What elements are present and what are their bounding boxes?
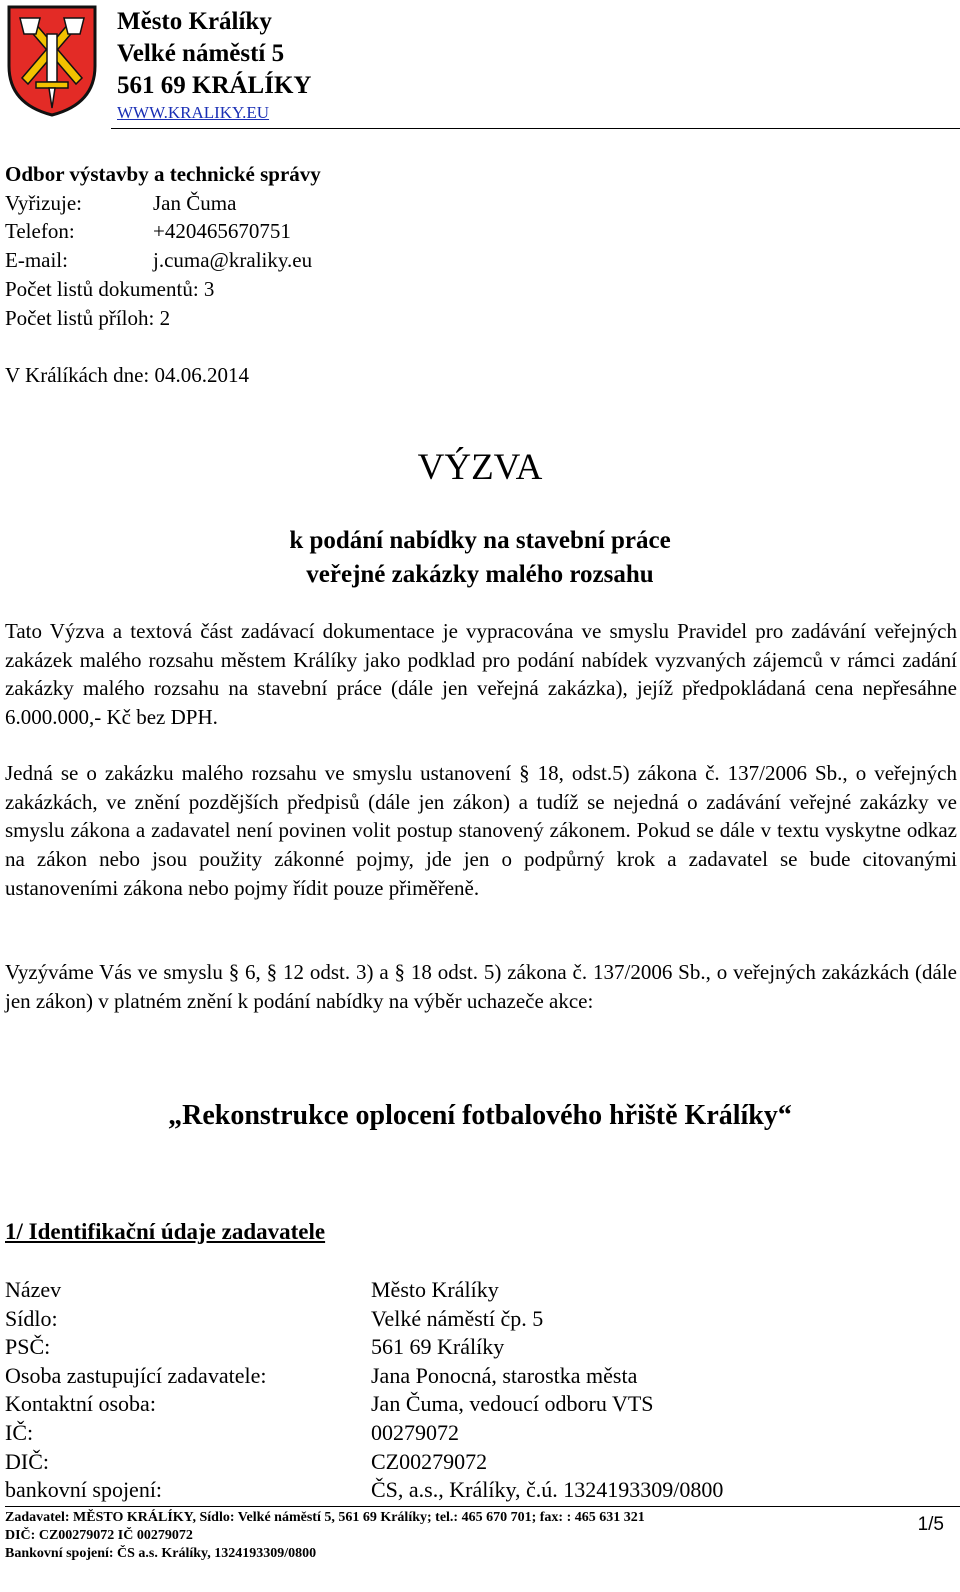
intro-paragraph: Tato Výzva a textová část zadávací dokumentace je vypracována ve smyslu Pravidel pro zadávání veřejných zakázek malého rozsahu městem Králíky jako podklad pro podání nabídek vyzvaných zájemců v rámci zadání zakázky malého rozsahu na stavební práce (dále jen veřejná zakázka), jejíž předpokládaná cena nepřesáhne 6.000.000,- Kč bez DPH. xyxy=(5,619,957,730)
footer-tax-ids: DIČ: CZ00279072 IČ 00279072 xyxy=(5,1528,193,1543)
invitation-paragraph: Vyzýváme Vás ve smyslu § 6, § 12 odst. 3) a § 18 odst. 5) zákona č. 137/2006 Sb., o veřejných zakázkách (dále jen zákon) v platném znění k podání nabídky na výběr uchazeče akce: xyxy=(5,960,957,1013)
document-subtitle: k podání nabídky na stavební práce veřejné zakázky malého rozsahu xyxy=(289,527,671,588)
ident-row: Název Město Králíky xyxy=(5,1277,499,1302)
ident-row: IČ: 00279072 xyxy=(5,1419,459,1445)
ident-row: Osoba zastupující zadavatele: Jana Ponocná, starostka města xyxy=(5,1362,638,1388)
section-heading: 1/ Identifikační údaje zadavatele xyxy=(5,1219,326,1244)
document-pages: Počet listů dokumentů: 3 xyxy=(5,276,215,301)
phone-row: Telefon: +420465670751 xyxy=(5,219,291,244)
handler-value: Jan Čuma xyxy=(153,190,237,215)
ident-row: Kontaktní osoba: Jan Čuma, vedoucí odboru VTS xyxy=(5,1391,654,1417)
header-divider xyxy=(111,128,960,129)
ident-row: Sídlo: Velké náměstí čp. 5 xyxy=(5,1305,544,1331)
phone-value: +420465670751 xyxy=(153,219,291,244)
department-block xyxy=(5,160,321,390)
footer-divider xyxy=(5,1506,960,1507)
contracting-authority-table xyxy=(5,1276,723,1505)
email-value[interactable]: j.cuma@kraliky.eu xyxy=(153,248,313,273)
town-name: Město Králíky xyxy=(117,8,272,35)
handler-row: Vyřizuje: Jan Čuma xyxy=(5,190,237,215)
legal-paragraph: Jedná se o zakázku malého rozsahu ve smyslu ustanovení § 18, odst.5) zákona č. 137/2006 Sb., o veřejných zakázkách, ve znění pozdějších předpisů (dále jen zákon) a tudíž se nejedná o zadávání veřejné zakázky ve smyslu zákona a zadavatel není povinen volit postup stanovený zákonem. Pokud se dále v textu vyskytne odkaz na zákon nebo jsou použity zákonné pojmy, jde jen o podpůrný krok a zadavatel se bude citovanými ustanoveními zákona nebo pojmy řídit pouze přiměřeně. xyxy=(5,761,957,900)
town-postal: 561 69 KRÁLÍKY xyxy=(117,72,312,99)
page-footer xyxy=(5,1509,645,1563)
attachment-pages: Počet listů příloh: 2 xyxy=(5,305,171,330)
website-link[interactable]: WWW.KRALIKY.EU xyxy=(117,103,270,122)
coat-of-arms-icon xyxy=(6,4,98,118)
ident-row: DIČ: CZ00279072 xyxy=(5,1448,488,1474)
letterhead xyxy=(0,0,960,130)
ident-row: bankovní spojení: ČS, a.s., Králíky, č.ú. 1324193309/0800 xyxy=(5,1477,724,1503)
document-date: V Králíkách dne: 04.06.2014 xyxy=(5,362,249,387)
department-name: Odbor výstavby a technické správy xyxy=(5,162,321,186)
footer-bank: Bankovní spojení: ČS a.s. Králíky, 1324193309/0800 xyxy=(5,1546,317,1561)
document-title: VÝZVA xyxy=(417,447,543,488)
project-name: „Rekonstrukce oplocení fotbalového hřiště Králíky“ xyxy=(168,1100,792,1131)
page-number: 1/5 xyxy=(917,1514,944,1535)
email-row: E-mail: j.cuma@kraliky.eu xyxy=(5,248,313,273)
town-street: Velké náměstí 5 xyxy=(117,40,285,67)
ident-row: PSČ: 561 69 Králíky xyxy=(5,1334,505,1360)
footer-address: Zadavatel: MĚSTO KRÁLÍKY, Sídlo: Velké náměstí 5, 561 69 Králíky; tel.: 465 670 701; fax: : 465 631 321 xyxy=(5,1510,645,1525)
